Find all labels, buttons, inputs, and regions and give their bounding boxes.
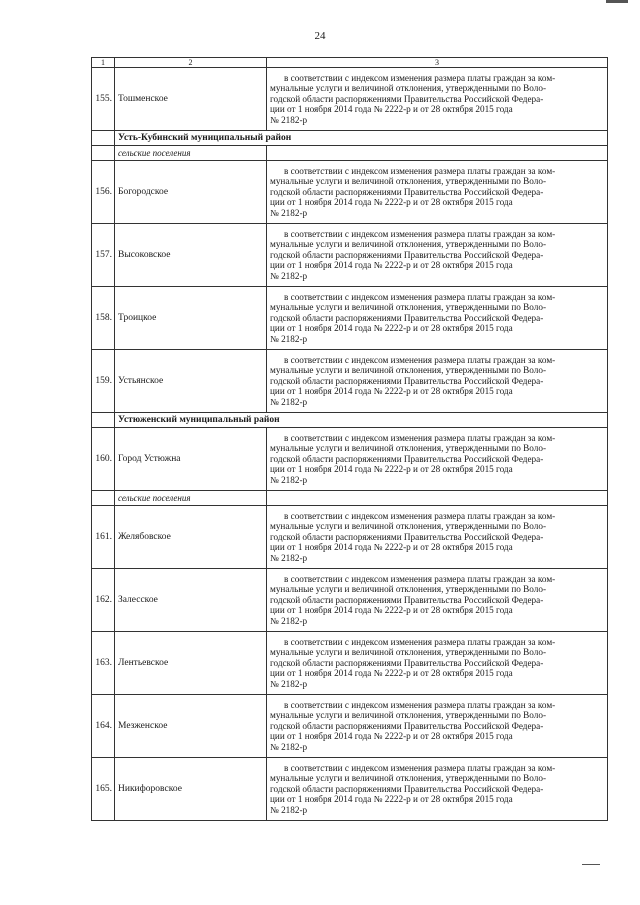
empty-cell xyxy=(267,491,608,506)
row-number: 158. xyxy=(92,287,115,350)
basis-line: № 2182-р xyxy=(270,396,308,407)
basis-line: годской области распоряжениями Правительства Российской Федера- xyxy=(270,657,544,668)
basis-line: мунальные услуги и величиной отклонения, утвержденными по Воло- xyxy=(270,239,547,250)
row-number: 160. xyxy=(92,428,115,491)
table-row xyxy=(92,569,608,632)
settlement-name: Высоковское xyxy=(115,224,267,287)
basis-line: в соответствии с индексом изменения размера платы граждан за ком- xyxy=(284,228,556,239)
basis-line: годской области распоряжениями Правительства Российской Федера- xyxy=(270,783,544,794)
basis-line: в соответствии с индексом изменения размера платы граждан за ком- xyxy=(284,699,556,710)
settlement-name: Устьянское xyxy=(115,350,267,413)
basis-line: № 2182-р xyxy=(270,270,308,281)
settlement-name: Желябовское xyxy=(115,506,267,569)
row-number: 164. xyxy=(92,695,115,758)
basis-line: ции от 1 ноября 2014 года № 2222-р и от 28 октября 2015 года xyxy=(270,731,513,742)
basis-line: ции от 1 ноября 2014 года № 2222-р и от 28 октября 2015 года xyxy=(270,464,513,475)
row-number: 156. xyxy=(92,161,115,224)
empty-cell xyxy=(92,146,115,161)
basis-line: мунальные услуги и величиной отклонения, утвержденными по Воло- xyxy=(270,647,547,658)
column-number-header xyxy=(92,58,608,68)
basis-line: № 2182-р xyxy=(270,615,308,626)
tariff-basis-table xyxy=(91,57,608,821)
row-number: 155. xyxy=(92,68,115,131)
basis-line: в соответствии с индексом изменения размера платы граждан за ком- xyxy=(284,573,556,584)
basis-line: мунальные услуги и величиной отклонения, утвержденными по Воло- xyxy=(270,584,547,595)
basis-text xyxy=(267,287,608,350)
subheading-label: сельские поселения xyxy=(115,491,267,506)
basis-line: мунальные услуги и величиной отклонения, утвержденными по Воло- xyxy=(270,773,547,784)
basis-line: мунальные услуги и величиной отклонения, утвержденными по Воло- xyxy=(270,443,547,454)
basis-line: годской области распоряжениями Правительства Российской Федера- xyxy=(270,720,544,731)
basis-line: мунальные услуги и величиной отклонения, утвержденными по Воло- xyxy=(270,521,547,532)
district-name: Устюженский муниципальный район xyxy=(115,413,608,428)
basis-line: в соответствии с индексом изменения размера платы граждан за ком- xyxy=(284,762,556,773)
basis-line: мунальные услуги и величиной отклонения, утвержденными по Воло- xyxy=(270,710,547,721)
basis-line: ции от 1 ноября 2014 года № 2222-р и от 28 октября 2015 года xyxy=(270,104,513,115)
row-number: 157. xyxy=(92,224,115,287)
basis-line: мунальные услуги и величиной отклонения, утвержденными по Воло- xyxy=(270,176,547,187)
basis-line: в соответствии с индексом изменения размера платы граждан за ком- xyxy=(284,72,556,83)
subheading-label: сельские поселения xyxy=(115,146,267,161)
basis-line: годской области распоряжениями Правительства Российской Федера- xyxy=(270,93,544,104)
basis-line: № 2182-р xyxy=(270,333,308,344)
settlement-name: Залесское xyxy=(115,569,267,632)
row-number: 161. xyxy=(92,506,115,569)
table-row xyxy=(92,161,608,224)
basis-text xyxy=(267,632,608,695)
empty-cell xyxy=(267,146,608,161)
table-row xyxy=(92,695,608,758)
scan-corner-mark xyxy=(606,0,628,3)
table-row xyxy=(92,287,608,350)
table-row xyxy=(92,68,608,131)
basis-line: годской области распоряжениями Правительства Российской Федера- xyxy=(270,186,544,197)
basis-line: № 2182-р xyxy=(270,741,308,752)
basis-line: годской области распоряжениями Правительства Российской Федера- xyxy=(270,594,544,605)
empty-cell xyxy=(92,491,115,506)
basis-line: ции от 1 ноября 2014 года № 2222-р и от 28 октября 2015 года xyxy=(270,260,513,271)
basis-line: ции от 1 ноября 2014 года № 2222-р и от 28 октября 2015 года xyxy=(270,386,513,397)
basis-line: ции от 1 ноября 2014 года № 2222-р и от 28 октября 2015 года xyxy=(270,197,513,208)
basis-line: № 2182-р xyxy=(270,552,308,563)
basis-line: в соответствии с индексом изменения размера платы граждан за ком- xyxy=(284,432,556,443)
table-row xyxy=(92,758,608,821)
basis-line: в соответствии с индексом изменения размера платы граждан за ком- xyxy=(284,291,556,302)
table-row xyxy=(92,350,608,413)
subheading-row xyxy=(92,491,608,506)
settlement-name: Тошменское xyxy=(115,68,267,131)
basis-line: мунальные услуги и величиной отклонения, утвержденными по Воло- xyxy=(270,302,547,313)
basis-line: № 2182-р xyxy=(270,207,308,218)
basis-line: ции от 1 ноября 2014 года № 2222-р и от 28 октября 2015 года xyxy=(270,794,513,805)
basis-line: № 2182-р xyxy=(270,678,308,689)
district-heading-row xyxy=(92,413,608,428)
row-number: 163. xyxy=(92,632,115,695)
basis-text xyxy=(267,758,608,821)
basis-line: в соответствии с индексом изменения размера платы граждан за ком- xyxy=(284,354,556,365)
basis-text xyxy=(267,68,608,131)
district-name: Усть-Кубинский муниципальный район xyxy=(115,131,608,146)
basis-line: мунальные услуги и величиной отклонения, утвержденными по Воло- xyxy=(270,83,547,94)
header-col-2: 2 xyxy=(115,58,267,68)
basis-line: № 2182-р xyxy=(270,114,308,125)
basis-line: ции от 1 ноября 2014 года № 2222-р и от 28 октября 2015 года xyxy=(270,323,513,334)
empty-cell xyxy=(92,413,115,428)
settlement-name: Никифоровское xyxy=(115,758,267,821)
row-number: 165. xyxy=(92,758,115,821)
row-number: 159. xyxy=(92,350,115,413)
basis-line: ции от 1 ноября 2014 года № 2222-р и от 28 октября 2015 года xyxy=(270,542,513,553)
basis-text xyxy=(267,569,608,632)
table-body xyxy=(92,58,608,821)
basis-line: годской области распоряжениями Правительства Российской Федера- xyxy=(270,312,544,323)
basis-line: ции от 1 ноября 2014 года № 2222-р и от 28 октября 2015 года xyxy=(270,668,513,679)
empty-cell xyxy=(92,131,115,146)
table-row xyxy=(92,632,608,695)
basis-line: годской области распоряжениями Правительства Российской Федера- xyxy=(270,249,544,260)
table-row xyxy=(92,224,608,287)
basis-text xyxy=(267,695,608,758)
basis-text xyxy=(267,224,608,287)
table-row xyxy=(92,428,608,491)
basis-line: годской области распоряжениями Правительства Российской Федера- xyxy=(270,453,544,464)
basis-line: годской области распоряжениями Правительства Российской Федера- xyxy=(270,375,544,386)
basis-text xyxy=(267,428,608,491)
basis-line: в соответствии с индексом изменения размера платы граждан за ком- xyxy=(284,510,556,521)
basis-line: в соответствии с индексом изменения размера платы граждан за ком- xyxy=(284,636,556,647)
scan-bottom-mark xyxy=(582,864,600,865)
header-col-3: 3 xyxy=(267,58,608,68)
basis-line: мунальные услуги и величиной отклонения, утвержденными по Воло- xyxy=(270,365,547,376)
row-number: 162. xyxy=(92,569,115,632)
settlement-name: Троицкое xyxy=(115,287,267,350)
basis-line: годской области распоряжениями Правительства Российской Федера- xyxy=(270,531,544,542)
page-number: 24 xyxy=(314,30,326,42)
basis-line: в соответствии с индексом изменения размера платы граждан за ком- xyxy=(284,165,556,176)
basis-line: № 2182-р xyxy=(270,474,308,485)
basis-text xyxy=(267,350,608,413)
settlement-name: Город Устюжна xyxy=(115,428,267,491)
basis-text xyxy=(267,161,608,224)
header-col-1: 1 xyxy=(92,58,115,68)
basis-text xyxy=(267,506,608,569)
basis-line: № 2182-р xyxy=(270,804,308,815)
district-heading-row xyxy=(92,131,608,146)
subheading-row xyxy=(92,146,608,161)
settlement-name: Богородское xyxy=(115,161,267,224)
table-row xyxy=(92,506,608,569)
settlement-name: Мезженское xyxy=(115,695,267,758)
basis-line: ции от 1 ноября 2014 года № 2222-р и от 28 октября 2015 года xyxy=(270,605,513,616)
settlement-name: Лентьевское xyxy=(115,632,267,695)
